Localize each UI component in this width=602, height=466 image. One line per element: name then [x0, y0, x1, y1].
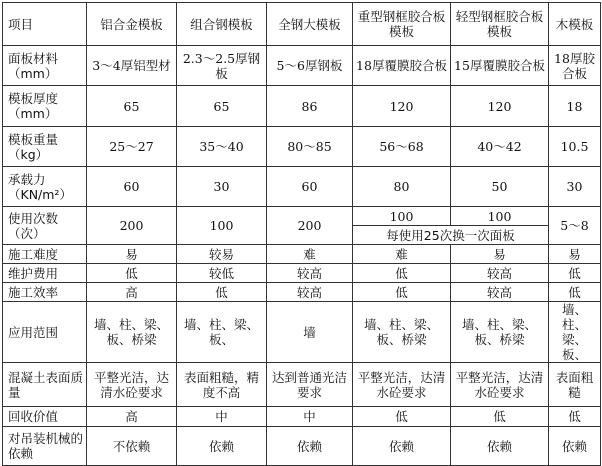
table-cell: 30 — [177, 167, 267, 207]
table-cell: 86 — [267, 86, 353, 127]
table-cell: 易 — [549, 245, 601, 264]
table-cell: 80～85 — [267, 127, 353, 167]
row-label: 施工效率 — [3, 283, 87, 302]
table-cell: 较低 — [177, 264, 267, 283]
row-label: 模板重量（kg） — [3, 127, 87, 167]
usage-note: 每使用25次换一次面板 — [353, 226, 549, 245]
table-cell: 墙、柱、梁、板、桥梁 — [87, 302, 177, 363]
table-row — [3, 302, 601, 363]
table-row — [3, 363, 601, 407]
table-cell: 40～42 — [451, 127, 549, 167]
table-cell: 平整光洁，达清水砼要求 — [353, 363, 451, 407]
table-cell: 2.3～2.5厚钢板 — [177, 46, 267, 86]
table-cell: 200 — [87, 207, 177, 245]
table-row — [3, 167, 601, 207]
table-row — [3, 283, 601, 302]
table-cell: 易 — [451, 245, 549, 264]
table-row — [3, 264, 601, 283]
table-cell: 65 — [177, 86, 267, 127]
row-label: 对吊装机械的依赖 — [3, 427, 87, 466]
table-cell: 5～6厚钢板 — [267, 46, 353, 86]
table-cell: 18厚覆膜胶合板 — [353, 46, 451, 86]
header-cell-item: 项目 — [3, 3, 87, 46]
table-cell: 难 — [353, 245, 451, 264]
header-cell-heavy-steel-frame: 重型钢框胶合板模板 — [353, 3, 451, 46]
table-cell: 平整光洁，达清水砼要求 — [451, 363, 549, 407]
row-label: 模板厚度（mm） — [3, 86, 87, 127]
table-cell: 难 — [267, 245, 353, 264]
table-cell: 3～4厚铝型材 — [87, 46, 177, 86]
table-cell: 30 — [549, 167, 601, 207]
table-cell: 表面粗糙 — [549, 363, 601, 407]
header-cell-wood: 木模板 — [549, 3, 601, 46]
table-cell: 墙、柱、梁、板、桥梁 — [451, 302, 549, 363]
header-cell-combined-steel: 组合钢模板 — [177, 3, 267, 46]
table-cell: 50 — [451, 167, 549, 207]
table-cell: 低 — [87, 264, 177, 283]
row-label: 承载力（KN/m²） — [3, 167, 87, 207]
row-label: 使用次数（次） — [3, 207, 87, 245]
table-cell: 墙、柱、梁、板、 — [549, 302, 601, 363]
header-cell-aluminum: 铝合金模板 — [87, 3, 177, 46]
table-cell: 较易 — [177, 245, 267, 264]
table-cell: 18厚胶合板 — [549, 46, 601, 86]
row-label: 应用范围 — [3, 302, 87, 363]
table-cell: 56～68 — [353, 127, 451, 167]
table-cell: 墙 — [267, 302, 353, 363]
table-cell: 18 — [549, 86, 601, 127]
table-cell: 中 — [267, 407, 353, 427]
table-cell: 墙、柱、梁、板、 — [177, 302, 267, 363]
header-cell-light-steel-frame: 轻型钢框胶合板模板 — [451, 3, 549, 46]
table-cell: 平整光洁，达清水砼要求 — [87, 363, 177, 407]
table-cell: 高 — [87, 407, 177, 427]
table-cell: 60 — [267, 167, 353, 207]
table-cell: 依赖 — [267, 427, 353, 466]
table-cell: 低 — [549, 407, 601, 427]
table-cell: 120 — [353, 86, 451, 127]
table-cell: 5～8 — [549, 207, 601, 245]
header-cell-full-steel: 全钢大模板 — [267, 3, 353, 46]
table-cell: 120 — [451, 86, 549, 127]
table-row — [3, 407, 601, 427]
table-cell: 较高 — [451, 264, 549, 283]
table-cell: 低 — [353, 283, 451, 302]
row-label: 面板材料（mm） — [3, 46, 87, 86]
table-cell: 依赖 — [353, 427, 451, 466]
table-cell: 35～40 — [177, 127, 267, 167]
table-row — [3, 245, 601, 264]
table-cell: 低 — [353, 407, 451, 427]
table-cell: 依赖 — [451, 427, 549, 466]
table-cell: 低 — [549, 264, 601, 283]
table-row — [3, 46, 601, 86]
formwork-comparison-table — [2, 2, 601, 466]
table-cell: 墙、柱、梁、板、桥梁 — [353, 302, 451, 363]
table-cell: 低 — [353, 264, 451, 283]
table-cell: 低 — [549, 283, 601, 302]
table-cell: 100 — [353, 207, 451, 226]
table-cell: 低 — [177, 283, 267, 302]
table-row — [3, 427, 601, 466]
table-row — [3, 207, 601, 226]
row-label: 施工难度 — [3, 245, 87, 264]
table-cell: 易 — [87, 245, 177, 264]
table-cell: 达到普通光洁要求 — [267, 363, 353, 407]
table-cell: 100 — [177, 207, 267, 245]
table-row — [3, 86, 601, 127]
table-cell: 10.5 — [549, 127, 601, 167]
row-label: 回收价值 — [3, 407, 87, 427]
table-cell: 25～27 — [87, 127, 177, 167]
table-cell: 65 — [87, 86, 177, 127]
table-cell: 100 — [451, 207, 549, 226]
table-cell: 低 — [451, 407, 549, 427]
table-cell: 不依赖 — [87, 427, 177, 466]
table-cell: 高 — [87, 283, 177, 302]
header-row — [3, 3, 601, 46]
table-cell: 较高 — [267, 283, 353, 302]
table-cell: 60 — [87, 167, 177, 207]
table-cell: 依赖 — [549, 427, 601, 466]
table-cell: 依赖 — [177, 427, 267, 466]
table-row — [3, 127, 601, 167]
table-cell: 80 — [353, 167, 451, 207]
table-cell: 15厚覆膜胶合板 — [451, 46, 549, 86]
table-cell: 表面粗糙，精度不高 — [177, 363, 267, 407]
table-cell: 较高 — [451, 283, 549, 302]
table-cell: 中 — [177, 407, 267, 427]
table-cell: 较高 — [267, 264, 353, 283]
row-label: 混凝土表面质量 — [3, 363, 87, 407]
row-label: 维护费用 — [3, 264, 87, 283]
table-cell: 200 — [267, 207, 353, 245]
